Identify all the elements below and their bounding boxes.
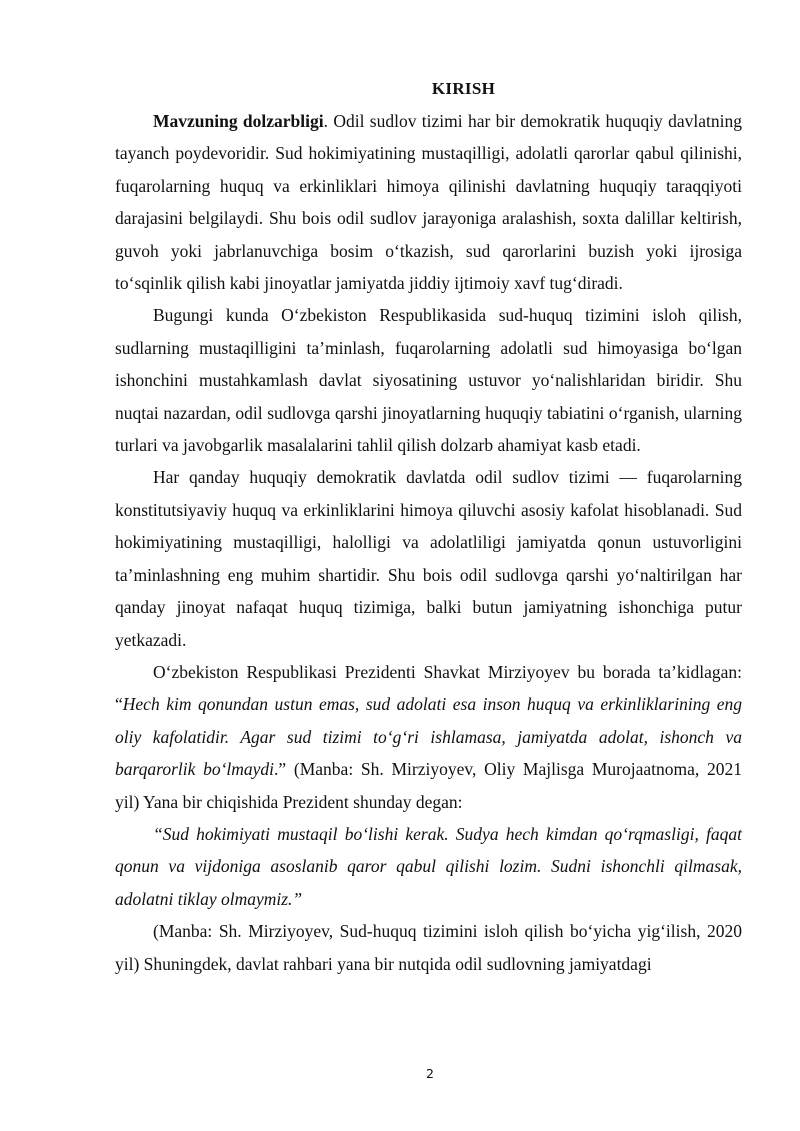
paragraph-justice-system: Har qanday huquqiy demokratik davlatda odil sudlov tizimi — fuqarolarning konstitutsiyaviy huquq va erkinliklarini himoya qiluvchi asosiy kafolat hisoblanadi. Sud hokimiyatining mustaqilligi, halolligi va adolatliligi jamiyatda qonun ustuvorligini ta’minlashning eng muhim shartidir. Shu bois odil sudlovga qarshi yo‘naltirilgan har qanday jinoyat nafaqat huquq tizimiga, balki butun jamiyatning ishonchiga putur yetkazadi. [115,467,742,650]
paragraph-text-after: .” (Manba: Sh. Mirziyoyev, Oliy Majlisga Murojaatnoma, 2021 yil) Yana bir chiqishida Prezident shunday degan: [115,759,742,812]
page-number: 2 [426,1066,434,1081]
paragraph-judicial-reform: Bugungi kunda O‘zbekiston Respublikasida sud-huquq tizimini isloh qilish, sudlarning mustaqilligini ta’minlash, fuqarolarning adolatli sud himoyasiga bo‘lgan ishonchini mustahkamlash davlat siyosatining ustuvor yo‘nalishlaridan biridir. Shu nuqtai nazardan, odil sudlovga qarshi jinoyatlarning huquqiy tabiatini o‘rganish, ularning turlari va javobgarlik masalalarini tahlil qilish dolzarb ahamiyat kasb etadi. [115,305,742,456]
paragraph-relevance [115,105,742,299]
paragraph-president-quote [115,656,742,818]
paragraph-source: (Manba: Sh. Mirziyoyev, Sud-huquq tizimini isloh qilish bo‘yicha yig‘ilish, 2020 yil) Shuningdek, davlat rahbari yana bir nutqida odil sudlovning jamiyatdagi [115,921,742,974]
quoted-statement: Hech kim qonundan ustun emas, sud adolati esa inson huquq va erkinliklarining eng oliy kafolatidir. Agar sud tizimi to‘g‘ri ishlamasa, jamiyatda adolat, ishonch va barqarorlik bo‘lmaydi [115,694,742,780]
block-quote: “Sud hokimiyati mustaqil bo‘lishi kerak. Sudya hech kimdan qo‘rqmasligi, faqat qonun va vijdoniga asoslanib qaror qabul qilishi lozim. Sudni ishonchli qilmasak, adolatni tiklay olmaymiz.” [115,823,742,909]
paragraph-lead-bold: Mavzuning dolzarbligi [153,111,324,131]
paragraph-text: . Odil sudlov tizimi har bir demokratik huquqiy davlatning tayanch poydevoridir. Sud hokimiyatining mustaqilligi, adolatli qarorlar qabul qilinishi, fuqarolarning huquq va erkinliklari himoya qilinishi davlatning huquqiy taraqqiyoti darajasini belgilaydi. Shu bois odil sudlov jarayoniga aralashish, soxta dalillar keltirish, guvoh yoki jabrlanuvchiga bosim o‘tkazish, sud qarorlarini buzish yoki ijrosiga to‘sqinlik qilish kabi jinoyatlar jamiyatda jiddiy ijtimoiy xavf tug‘diradi. [115,111,743,294]
paragraph-text-before: O‘zbekiston Respublikasi Prezidenti Shavkat Mirziyoyev bu borada ta’kidlagan: “ [115,661,742,715]
section-heading: KIRISH [431,79,496,98]
document-page [115,78,742,980]
